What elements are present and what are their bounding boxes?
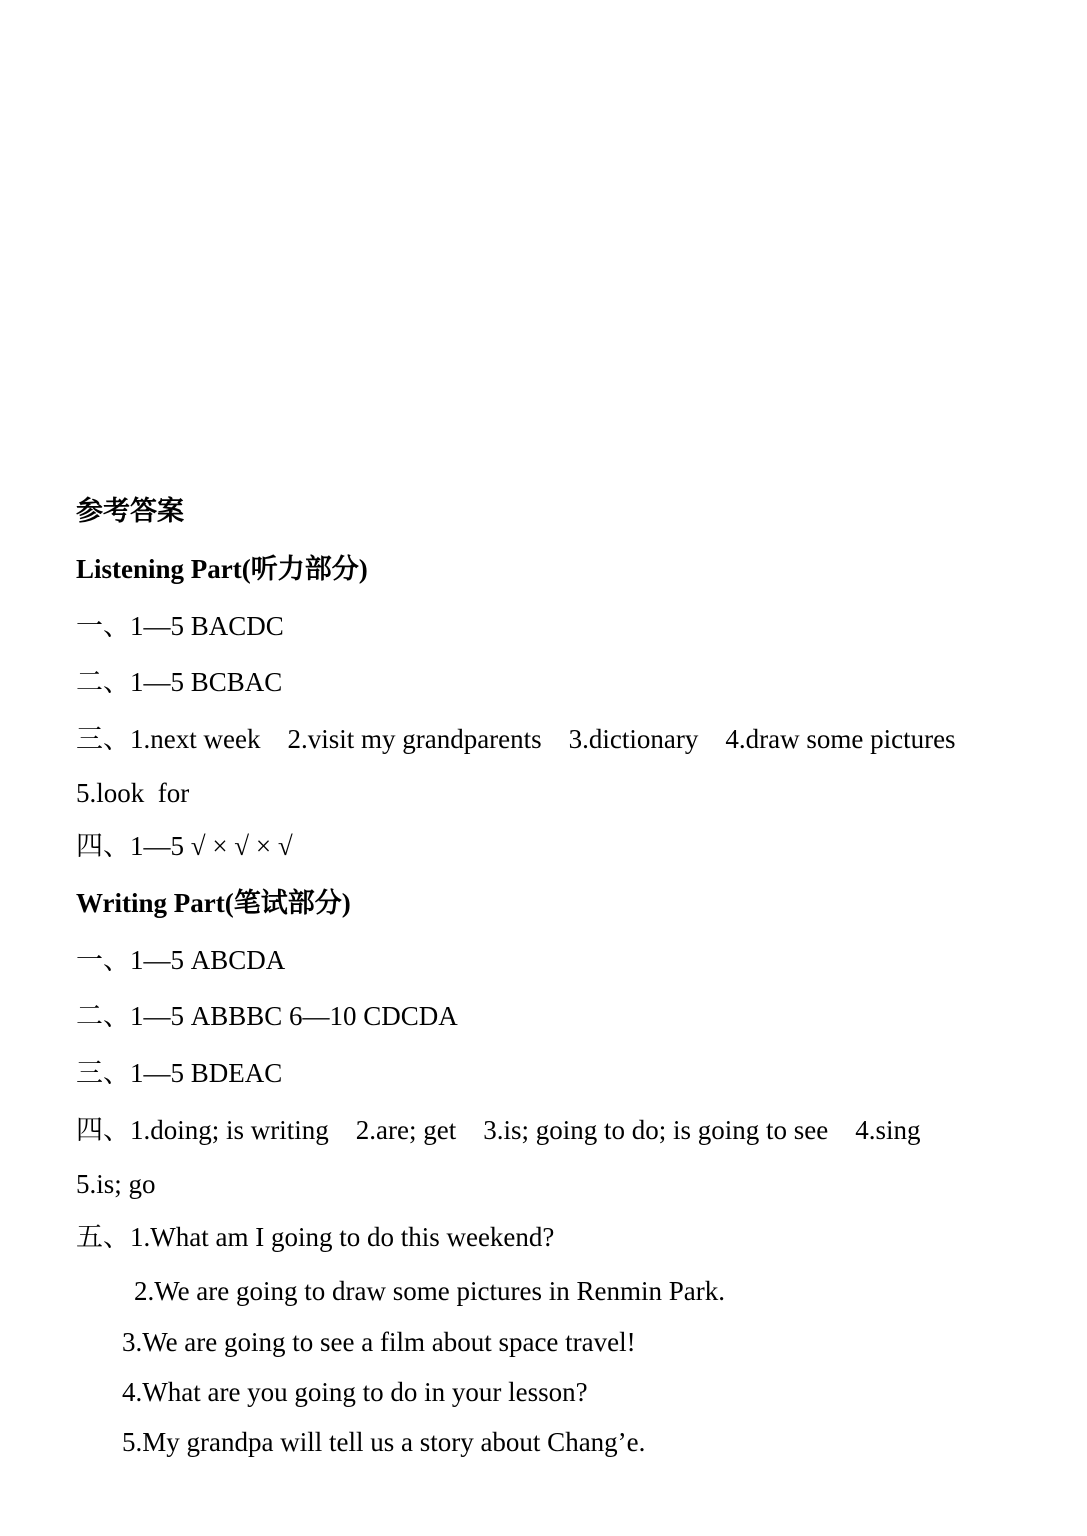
writing-part-heading: Writing Part(笔试部分) bbox=[76, 888, 351, 918]
writing-answer-5-item-2: 2.We are going to draw some pictures in Renmin Park. bbox=[134, 1276, 725, 1306]
writing-answer-3: 三、1—5 BDEAC bbox=[76, 1058, 283, 1088]
listening-answer-1: 一、1—5 BACDC bbox=[76, 611, 284, 641]
writing-answer-1: 一、1—5 ABCDA bbox=[76, 945, 286, 975]
writing-answer-2: 二、1—5 ABBBC 6—10 CDCDA bbox=[76, 1001, 458, 1031]
listening-answer-4: 四、1—5 √ × √ × √ bbox=[76, 831, 293, 861]
listening-answer-3-line-1: 三、1.next week 2.visit my grandparents 3.dictionary 4.draw some pictures bbox=[76, 724, 956, 754]
listening-answer-2: 二、1—5 BCBAC bbox=[76, 667, 283, 697]
writing-answer-4-line-2: 5.is; go bbox=[76, 1169, 156, 1199]
writing-answer-5-item-4: 4.What are you going to do in your lesson? bbox=[122, 1377, 588, 1407]
writing-answer-5-item-1: 五、1.What am I going to do this weekend? bbox=[76, 1222, 555, 1252]
writing-answer-5-item-3: 3.We are going to see a film about space travel! bbox=[122, 1327, 636, 1357]
writing-answer-4-line-1: 四、1.doing; is writing 2.are; get 3.is; going to do; is going to see 4.sing bbox=[76, 1115, 921, 1145]
listening-answer-3-line-2: 5.look for bbox=[76, 778, 190, 808]
writing-answer-5-item-5: 5.My grandpa will tell us a story about Chang’e. bbox=[122, 1427, 646, 1457]
listening-part-heading: Listening Part(听力部分) bbox=[76, 554, 368, 584]
answer-key-title: 参考答案 bbox=[76, 496, 184, 526]
